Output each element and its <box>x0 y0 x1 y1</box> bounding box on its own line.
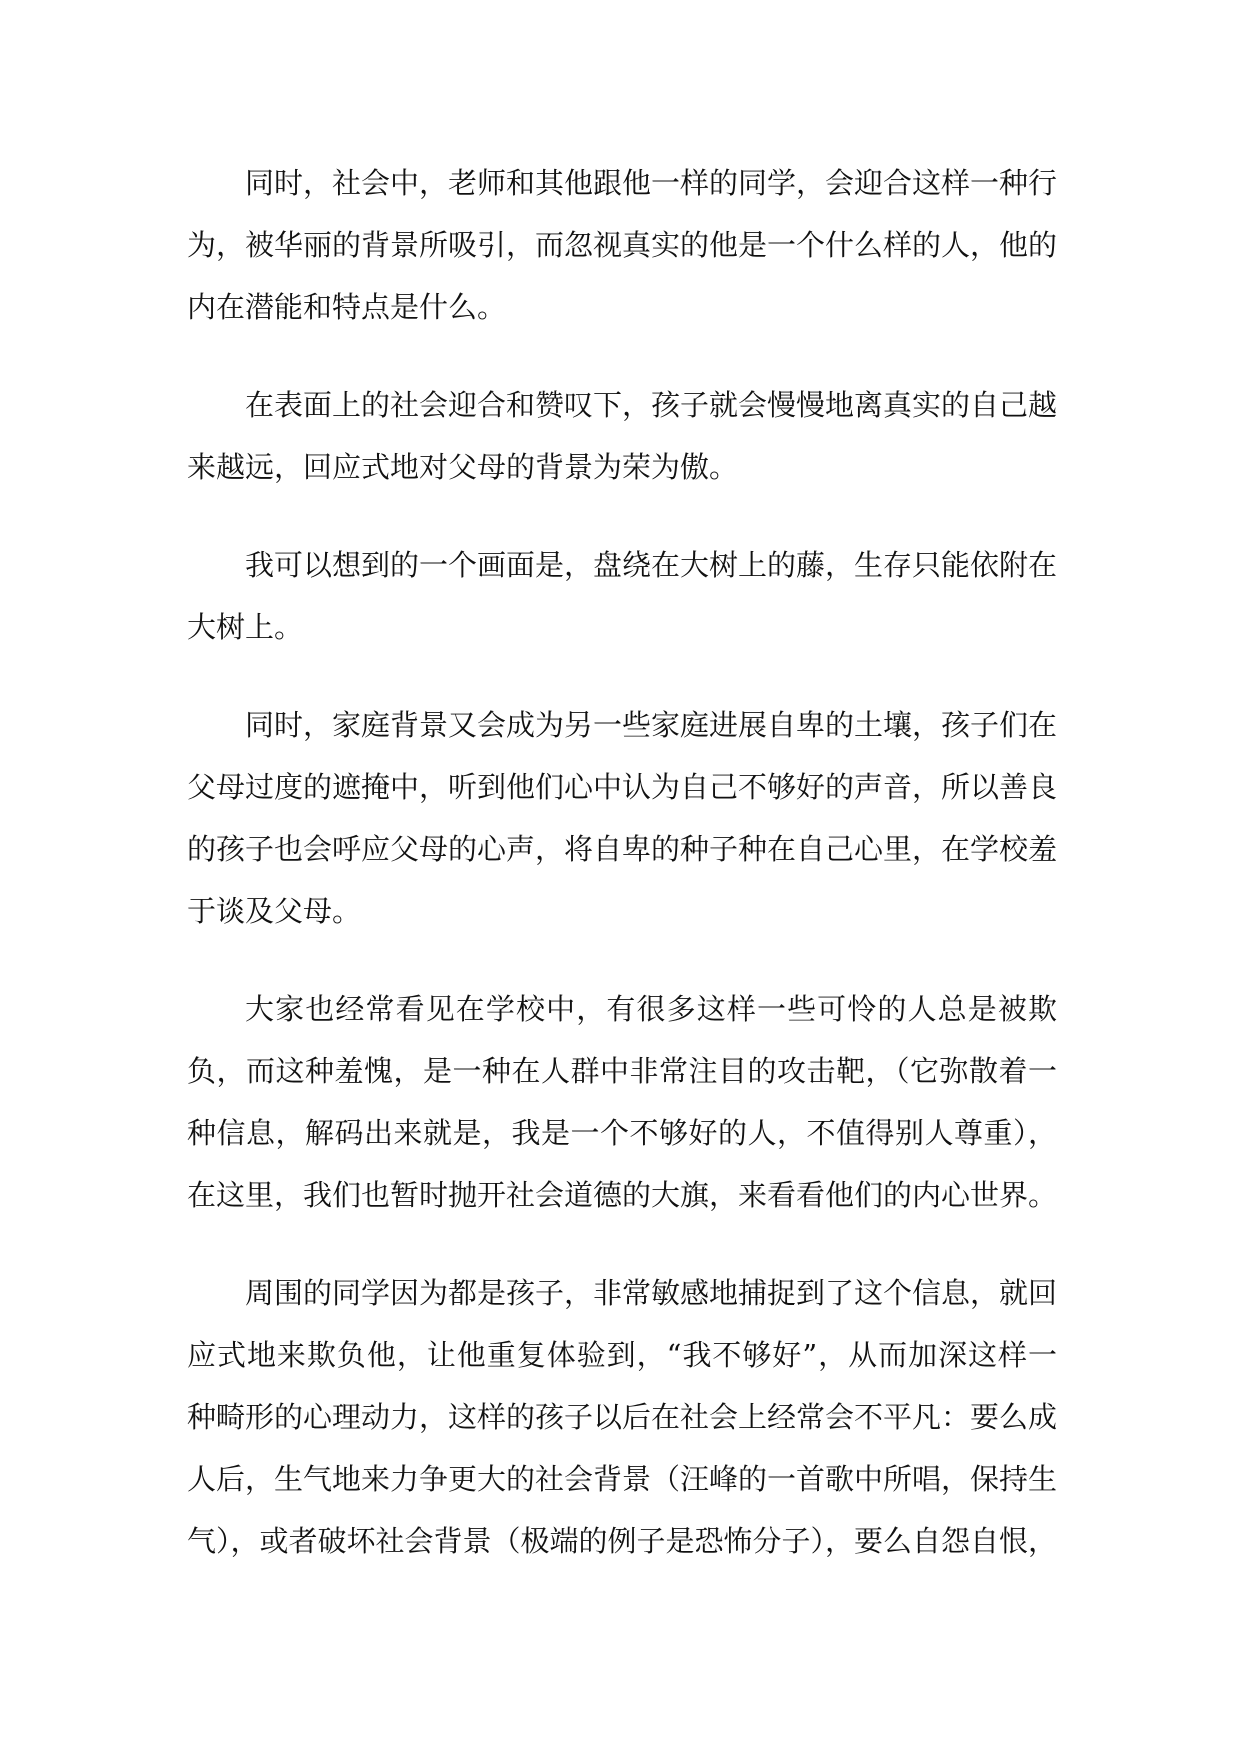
paragraph: 在表面上的社会迎合和赞叹下，孩子就会慢慢地离真实的自己越来越远，回应式地对父母的背景为荣为傲。 <box>187 388 1058 484</box>
paragraph: 周围的同学因为都是孩子，非常敏感地捕捉到了这个信息，就回应式地来欺负他，让他重复体验到，“我不够好”，从而加深这样一种畸形的心理动力，这样的孩子以后在社会上经常会不平凡：要么成人后，生气地来力争更大的社会背景（汪峰的一首歌中所唱，保持生气），或者破坏社会背景（极端的例子是恐怖分子），要么自怨自恨， <box>187 1276 1058 1558</box>
paragraph: 同时，家庭背景又会成为另一些家庭进展自卑的土壤，孩子们在父母过度的遮掩中，听到他们心中认为自己不够好的声音，所以善良的孩子也会呼应父母的心声，将自卑的种子种在自己心里，在学校羞于谈及父母。 <box>187 708 1058 928</box>
document-body <box>187 152 1057 1572</box>
paragraph: 同时，社会中，老师和其他跟他一样的同学，会迎合这样一种行为，被华丽的背景所吸引，而忽视真实的他是一个什么样的人，他的内在潜能和特点是什么。 <box>187 166 1058 324</box>
paragraph: 我可以想到的一个画面是，盘绕在大树上的藤，生存只能依附在大树上。 <box>187 548 1058 644</box>
paragraph: 大家也经常看见在学校中，有很多这样一些可怜的人总是被欺负，而这种羞愧，是一种在人群中非常注目的攻击靶，（它弥散着一种信息，解码出来就是，我是一个不够好的人，不值得别人尊重），在这里，我们也暂时抛开社会道德的大旗，来看看他们的内心世界。 <box>187 992 1058 1212</box>
